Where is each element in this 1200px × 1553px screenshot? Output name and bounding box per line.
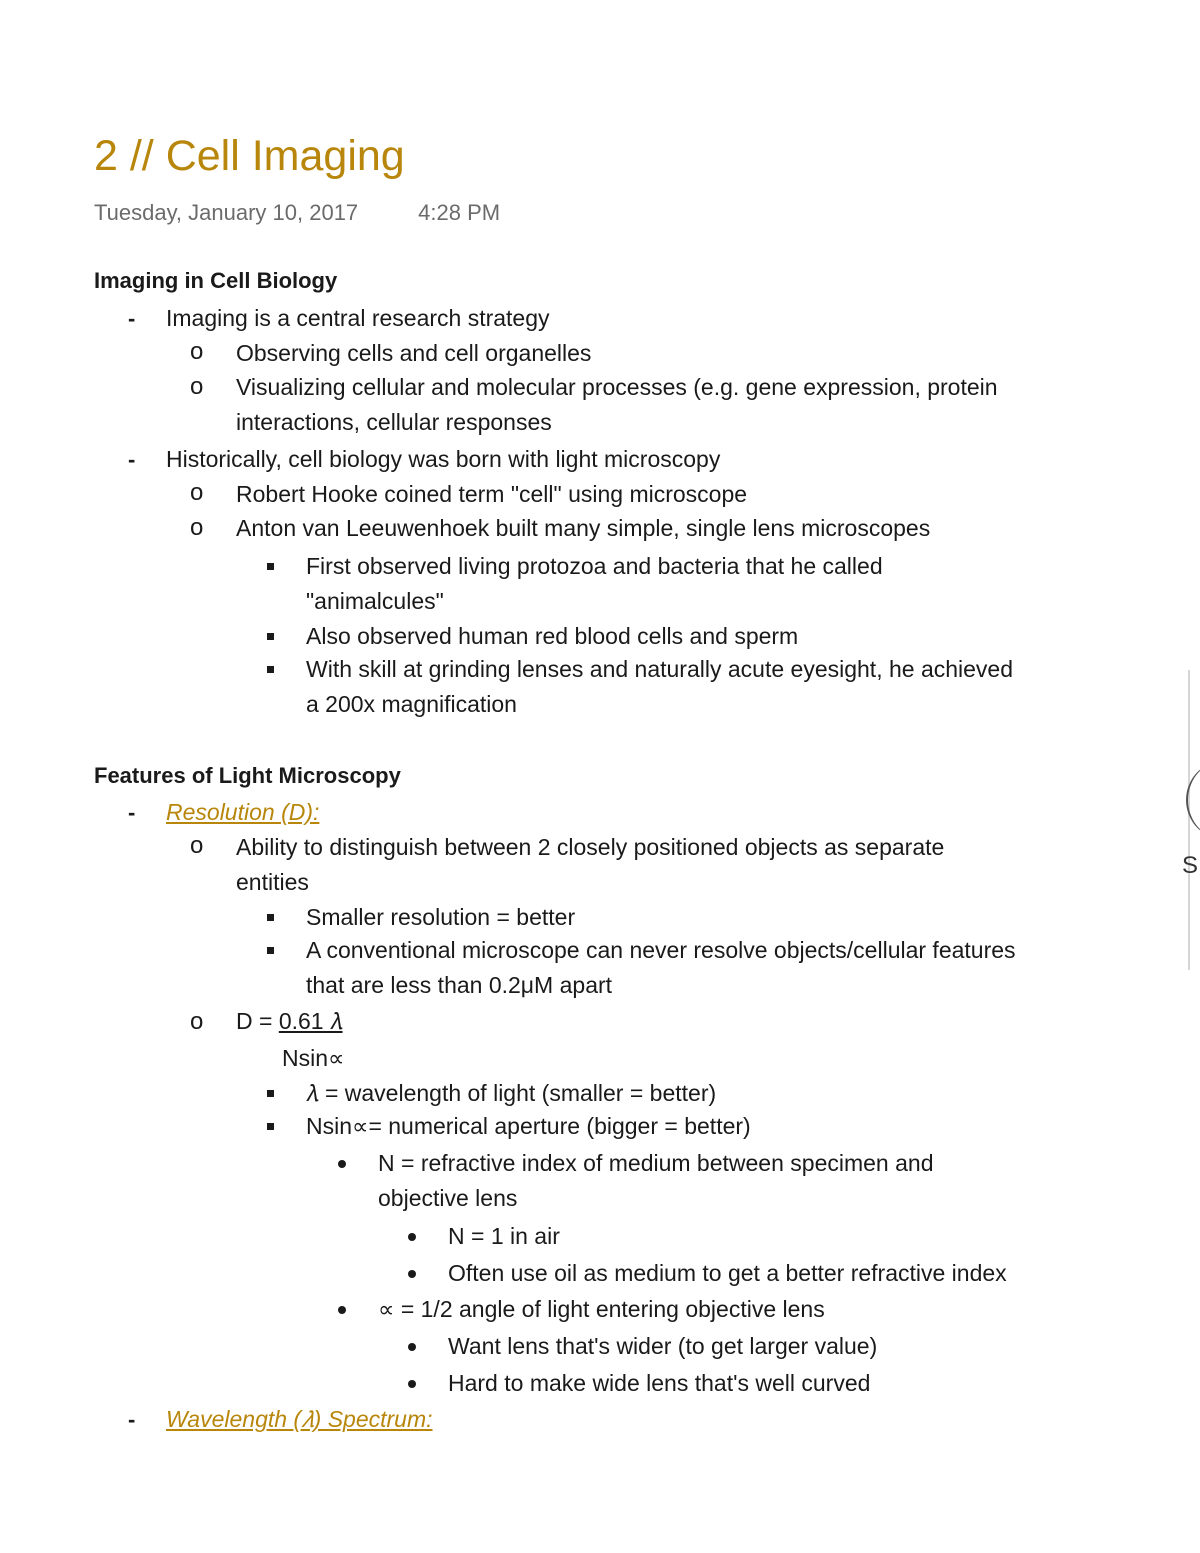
square-bullet <box>267 914 274 921</box>
dash-bullet: - <box>128 447 136 472</box>
square-bullet <box>267 1123 274 1130</box>
page-edge-divider <box>1188 670 1190 970</box>
note-line: Ability to distinguish between 2 closely positioned objects as separate <box>236 834 945 860</box>
note-line: A conventional microscope can never resolve objects/cellular features <box>306 937 1016 963</box>
circle-bullet: o <box>190 338 204 365</box>
note-line: that are less than 0.2μM apart <box>306 972 613 998</box>
note-line: First observed living protozoa and bacteria that he called <box>306 553 883 579</box>
note-line: Hard to make wide lens that's well curved <box>448 1370 871 1396</box>
clipped-letter: S <box>1182 852 1199 879</box>
square-bullet <box>267 947 274 954</box>
formula-denominator: Nsin∝ <box>282 1045 345 1071</box>
square-bullet <box>267 563 274 570</box>
note-line: ∝ = 1/2 angle of light entering objective lens <box>378 1296 825 1322</box>
note-line: Nsin∝= numerical aperture (bigger = better) <box>306 1113 751 1139</box>
formula-numerator: 0.61 𝜆 <box>278 1008 343 1034</box>
dash-bullet: - <box>128 1407 136 1432</box>
dot-bullet <box>408 1380 416 1388</box>
note-line: objective lens <box>378 1185 518 1211</box>
circle-bullet: o <box>190 1008 204 1035</box>
section-heading-imaging: Imaging in Cell Biology <box>94 268 338 293</box>
square-bullet <box>267 633 274 640</box>
page-timestamp <box>94 200 500 226</box>
dot-bullet <box>338 1160 346 1168</box>
note-line: Anton van Leeuwenhoek built many simple, single lens microscopes <box>236 515 931 541</box>
circle-bullet: o <box>190 373 204 400</box>
section-heading-light-microscopy: Features of Light Microscopy <box>94 763 401 788</box>
circle-bullet: o <box>190 832 204 859</box>
page-title: 2 // Cell Imaging <box>94 132 405 180</box>
note-line: N = 1 in air <box>448 1223 560 1249</box>
resolution-formula <box>236 1006 343 1036</box>
dash-bullet: - <box>128 306 136 331</box>
dot-bullet <box>408 1270 416 1278</box>
square-bullet <box>267 1090 274 1097</box>
date-text: Tuesday, January 10, 2017 <box>94 200 359 225</box>
note-line: Smaller resolution = better <box>306 904 576 930</box>
square-bullet <box>267 666 274 673</box>
circle-bullet: o <box>190 514 204 541</box>
note-line: Want lens that's wider (to get larger value) <box>448 1333 878 1359</box>
note-line: Observing cells and cell organelles <box>236 340 592 366</box>
dot-bullet <box>408 1343 416 1351</box>
formula-prefix: D = <box>236 1008 279 1034</box>
wavelength-link[interactable]: Wavelength (𝜆) Spectrum: <box>166 1406 433 1432</box>
circle-bullet: o <box>190 479 204 506</box>
note-line: With skill at grinding lenses and naturally acute eyesight, he achieved <box>306 656 1014 682</box>
note-line: a 200x magnification <box>306 691 517 717</box>
note-line: "animalcules" <box>306 588 444 614</box>
note-line: 𝜆 = wavelength of light (smaller = better) <box>306 1080 717 1106</box>
note-line: Historically, cell biology was born with light microscopy <box>166 446 721 472</box>
resolution-link[interactable]: Resolution (D): <box>166 799 320 825</box>
note-line: Often use oil as medium to get a better refractive index <box>448 1260 1007 1286</box>
note-line: N = refractive index of medium between specimen and <box>378 1150 934 1176</box>
note-line: Robert Hooke coined term "cell" using microscope <box>236 481 748 507</box>
note-line: Also observed human red blood cells and sperm <box>306 623 799 649</box>
time-text: 4:28 PM <box>418 200 501 225</box>
dot-bullet <box>338 1306 346 1314</box>
dot-bullet <box>408 1233 416 1241</box>
dash-bullet: - <box>128 800 136 825</box>
note-line: Imaging is a central research strategy <box>166 305 550 331</box>
note-line: Visualizing cellular and molecular processes (e.g. gene expression, protein <box>236 374 998 400</box>
note-line: interactions, cellular responses <box>236 409 552 435</box>
note-line: entities <box>236 869 309 895</box>
